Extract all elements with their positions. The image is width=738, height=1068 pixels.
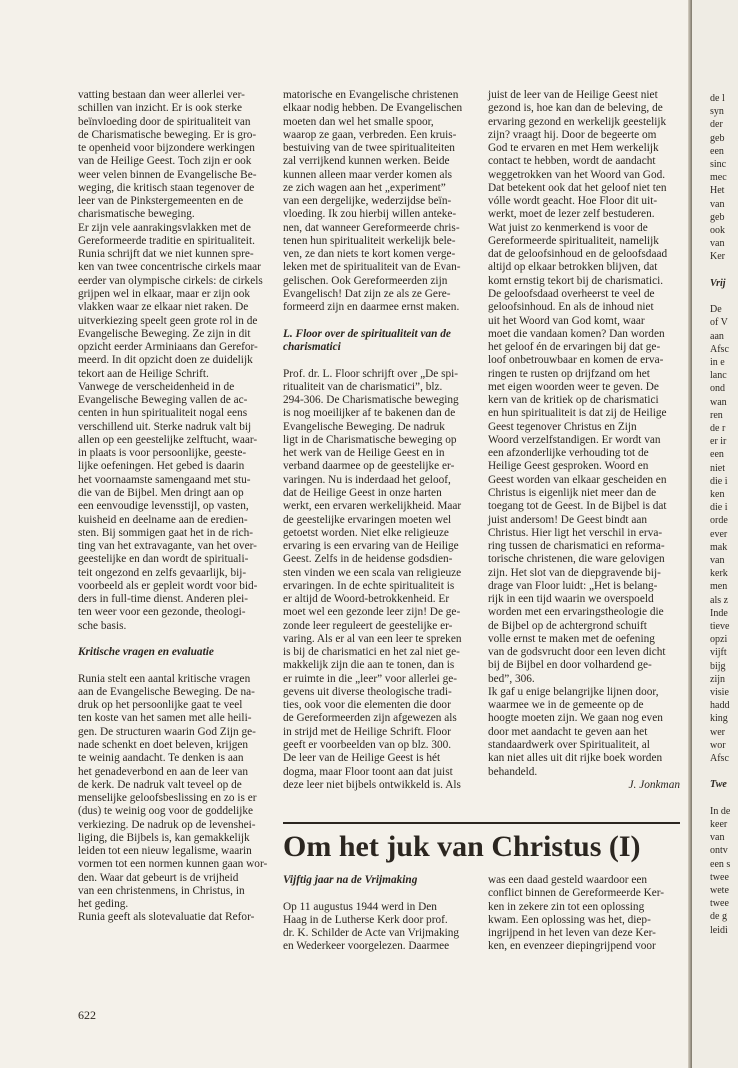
text-line: Heilige Geest gesproken. Woord en bbox=[488, 460, 649, 473]
text-line: sten. Bij sommigen gaat het in de rich- bbox=[78, 526, 254, 539]
text-line: loof onbetrouwbaar en komen de erva- bbox=[488, 354, 664, 367]
facing-page-text-fragment: wer bbox=[710, 726, 725, 738]
facing-page-text-fragment: van bbox=[710, 238, 725, 250]
text-line: sche basis. bbox=[78, 619, 127, 632]
facing-page-text-fragment: die i bbox=[710, 502, 728, 514]
facing-page-text-fragment: Afsc bbox=[710, 753, 729, 764]
article-subtitle: Vijftig jaar na de Vrijmaking bbox=[283, 874, 418, 886]
facing-page-text-fragment: Afsc bbox=[710, 343, 729, 355]
text-line: in plaats is voor persoonlijke, geeste- bbox=[78, 447, 247, 460]
text-line: rijk in een tijd waarin we overspoeld bbox=[488, 593, 654, 606]
facing-page-text-fragment: wete bbox=[710, 885, 729, 896]
text-line: geestelijke en dan wordt de spirituali- bbox=[78, 553, 249, 566]
facing-page-text-fragment: de l bbox=[710, 93, 725, 104]
text-line: Evangelische Beweging. De nadruk bbox=[283, 420, 445, 433]
text-line: van een dergelijke, wederzijdse beïn- bbox=[283, 195, 452, 208]
text-line: bij de Bijbel en door volhardend ge- bbox=[488, 659, 652, 672]
text-line: met eigen woorden weer te geven. De bbox=[488, 380, 659, 393]
text-line: getoetst worden. Niet elke religieuze bbox=[283, 526, 449, 539]
facing-page-text-fragment: een s bbox=[710, 858, 731, 870]
section-heading: L. Floor over de spiritualiteit van de bbox=[283, 327, 451, 340]
text-line: weggetrokken van het Woord van God. bbox=[488, 168, 666, 181]
text-line: 294-306. De Charismatische beweging bbox=[283, 394, 459, 407]
text-line: gelischen. Ook Gereformeerden zijn bbox=[283, 274, 448, 287]
text-line: lijke oefeningen. Het gebed is daarin bbox=[78, 460, 245, 473]
facing-page-text-fragment: De bbox=[710, 304, 722, 316]
facing-page-text-fragment: ontv bbox=[710, 845, 728, 857]
text-line: juist de leer van de Heilige Geest niet bbox=[488, 89, 658, 101]
text-line: nade schenkt en doet beleven, krijgen bbox=[78, 739, 249, 752]
paragraph-gap bbox=[283, 315, 473, 328]
text-line: charismatische beweging. bbox=[78, 208, 195, 221]
text-line: in strijd met de Heilige Schrift. Floor bbox=[283, 725, 451, 738]
text-line: Haag in de Lutherse Kerk door prof. bbox=[283, 913, 448, 926]
facing-page-text-fragment: vijft bbox=[710, 647, 727, 659]
text-line: uitverkiezing speelt geen grote rol in de bbox=[78, 314, 258, 327]
facing-page-text-fragment: kerk bbox=[710, 568, 728, 580]
facing-page-text-fragment: ook bbox=[710, 225, 725, 236]
text-line: is nog moeilijker af te bakenen dan de bbox=[283, 407, 456, 420]
text-line: een eenvoudige levensstijl, op vasten, bbox=[78, 500, 249, 513]
paragraph-gap bbox=[283, 354, 473, 367]
article-column-right bbox=[488, 874, 680, 954]
text-line: zal verrijkend kunnen werken. Beide bbox=[283, 155, 450, 168]
text-line: centen in hun spiritualiteit nogal eens bbox=[78, 407, 248, 420]
facing-page-text-fragment: ond bbox=[710, 383, 725, 395]
text-line: zijn. Het slot van de diepgravende bij- bbox=[488, 566, 661, 579]
text-line: uit het Woord van God komt, waar bbox=[488, 314, 645, 327]
text-line: contact te hebben, wordt de aandacht bbox=[488, 155, 656, 168]
facing-page-text-fragment: wan bbox=[710, 396, 727, 408]
text-line: dat de geloofsinhoud en de geloofsdaad bbox=[488, 248, 668, 261]
text-line: Evangelische Beweging vallen de ac- bbox=[78, 394, 248, 407]
text-line: ze zich wagen aan het „experiment” bbox=[283, 181, 446, 194]
facing-page-text-fragment: mak bbox=[710, 541, 728, 553]
facing-page-text-fragment: twee bbox=[710, 898, 729, 910]
facing-page-text-fragment: geb bbox=[710, 132, 725, 144]
text-line: werkt, moet de lezer zelf bestuderen. bbox=[488, 208, 655, 221]
text-line: er ruimte in die „leer” voor allerlei ge- bbox=[283, 672, 458, 685]
text-line: worden met een ervaringstheologie die bbox=[488, 606, 664, 619]
text-line: behandeld. bbox=[488, 765, 538, 778]
text-line: van de Heilige Geest. Toch zijn er ook bbox=[78, 155, 252, 168]
text-line: en hun spiritualiteit is dat zij de Heilige bbox=[488, 407, 667, 420]
text-line: druk op het persoonlijke gaat te veel bbox=[78, 699, 243, 712]
facing-page-text-fragment: visie bbox=[710, 687, 729, 698]
text-line: de Charismatische beweging. Er is gro- bbox=[78, 128, 257, 141]
text-line: het geding. bbox=[78, 898, 129, 911]
text-line: gezond is, hoe kan dan de beleving, de bbox=[488, 102, 663, 115]
text-line: Christus. Hier ligt het verschil in erva- bbox=[488, 526, 663, 539]
text-line: ringen te rusten op drijfzand om het bbox=[488, 367, 650, 380]
text-line: is bij de charismatici en het zal niet ge- bbox=[283, 646, 460, 659]
text-line: Geest. Zelfs in de heidense godsdien- bbox=[283, 553, 453, 566]
facing-page-text-fragment: van bbox=[710, 198, 725, 210]
facing-page-text-fragment: een bbox=[710, 449, 724, 461]
facing-page-text-fragment: twee bbox=[710, 871, 729, 883]
text-line: vormen tot een normen kunnen gaan wor- bbox=[78, 858, 268, 871]
column-left bbox=[78, 89, 268, 925]
text-line: ten koste van het samen met alle heili- bbox=[78, 712, 252, 725]
text-line: beïnvloeding door de spiritualiteit van bbox=[78, 115, 251, 128]
text-line: torische christenen, die ware gelovigen bbox=[488, 553, 665, 566]
facing-page-text-fragment: in e bbox=[710, 357, 725, 368]
text-line: vatting bestaan dan weer allerlei ver- bbox=[78, 89, 245, 101]
paragraph-gap bbox=[78, 659, 262, 672]
text-line: deze leer niet bijbels ontwikkeld is. Als bbox=[283, 778, 461, 791]
text-line: vólle wordt geacht. Hoe Floor dit uit- bbox=[488, 195, 658, 208]
text-line: matorische en Evangelische christenen bbox=[283, 89, 459, 101]
text-line: door met aandacht te geven aan het bbox=[488, 725, 648, 738]
facing-page-edge bbox=[692, 0, 738, 1068]
text-line: moet wel een gezonde leer zijn! De ge- bbox=[283, 606, 461, 619]
paragraph-gap bbox=[78, 633, 262, 646]
facing-page-text-fragment: niet bbox=[710, 462, 725, 474]
text-line: Woord verzelfstandigen. Er wordt van bbox=[488, 433, 661, 446]
text-line: Runia stelt een aantal kritische vragen bbox=[78, 672, 251, 685]
text-line: aan de Evangelische Beweging. De na- bbox=[78, 685, 255, 698]
text-line: van de godsvrucht door een leven dicht bbox=[488, 646, 666, 659]
text-line: Prof. dr. L. Floor schrijft over „De spi- bbox=[283, 367, 459, 380]
text-line: kwam. Een oplossing was het, diep- bbox=[488, 913, 651, 926]
facing-page-text-fragment: ever bbox=[710, 528, 728, 540]
text-line: de Gereformeerden zijn afgewezen als bbox=[283, 712, 457, 725]
article-title: Om het juk van Christus (I) bbox=[283, 830, 641, 863]
text-line: gen. De structuren waarin God Zijn ge- bbox=[78, 725, 256, 738]
facing-page-text-fragment: of V bbox=[710, 317, 728, 329]
text-line: Geest worden van elkaar gescheiden en bbox=[488, 473, 667, 486]
facing-page-text-fragment: als z bbox=[710, 594, 729, 606]
text-line: Geest tegenover Christus en Zijn bbox=[488, 420, 637, 433]
text-line: Vanwege de verscheidenheid in de bbox=[78, 380, 235, 393]
text-line: opzicht eerder Arminiaans dan Gerefor- bbox=[78, 341, 258, 354]
text-line: bestuiving van de twee spiritualiteiten bbox=[283, 142, 455, 155]
facing-page-text-fragment: geb bbox=[710, 211, 725, 223]
text-line: nen, dat wanneer Gereformeerde chris- bbox=[283, 221, 460, 234]
text-line: te openheid voor bijzondere werkingen bbox=[78, 142, 255, 155]
text-line: zijn? vraagt hij. Door de begeerte om bbox=[488, 128, 657, 141]
text-line: ring tussen de charismatici en reforma- bbox=[488, 540, 665, 553]
text-line: ting van het extravagante, van het over- bbox=[78, 540, 257, 553]
text-line: volle ernst te maken met de oefening bbox=[488, 632, 655, 645]
text-line: Gereformeerde spiritualiteit, namelijk bbox=[488, 234, 659, 247]
text-line: allen op een geestelijke zelftucht, waar- bbox=[78, 433, 258, 446]
facing-page-text-fragment: Ker bbox=[710, 251, 725, 263]
text-line: elkaar nodig hebben. De Evangelischen bbox=[283, 102, 463, 115]
text-line: varing. Als er al van een leer te spreken bbox=[283, 632, 462, 645]
facing-page-text-fragment: syn bbox=[710, 106, 724, 118]
text-line: moeten dan wel het smalle spoor, bbox=[283, 115, 434, 128]
text-line: juist andersom! De Geest bindt aan bbox=[488, 513, 648, 526]
text-line: den. Waar dat gebeurt is de vrijheid bbox=[78, 871, 239, 884]
text-line: toegang tot de Geest. In de Bijbel is dat bbox=[488, 500, 667, 513]
facing-page-text-fragment: ren bbox=[710, 409, 723, 421]
text-line: verband daarmee op de geestelijke er- bbox=[283, 460, 455, 473]
text-line: leer van de Pinkstergemeenten en de bbox=[78, 195, 244, 208]
text-line: liging, die Bijbels is, kan gemakkelijk bbox=[78, 831, 250, 844]
facing-page-text-fragment: die i bbox=[710, 475, 728, 487]
text-line: varingen. Nu is inderdaad het geloof, bbox=[283, 473, 451, 486]
text-line: schillen van inzicht. Er is ook sterke bbox=[78, 102, 243, 115]
text-line: Runia geeft als slotevaluatie dat Refor- bbox=[78, 911, 255, 924]
text-line: die van de Bijbel. Men dringt aan op bbox=[78, 486, 244, 499]
facing-page-text-fragment: Inde bbox=[710, 607, 728, 619]
text-line: kern van de kritiek op de charismatici bbox=[488, 394, 659, 407]
facing-page-text-fragment: der bbox=[710, 119, 723, 131]
facing-page-text-fragment: van bbox=[710, 832, 725, 844]
text-line: ingrijpend in het leven van deze Ker- bbox=[488, 927, 656, 940]
text-line: gevens uit diverse theologische tradi- bbox=[283, 685, 452, 698]
text-line: de kerk. De nadruk valt teveel op de bbox=[78, 778, 242, 791]
facing-page-text-fragment: zijn bbox=[710, 673, 725, 685]
article-divider-rule bbox=[283, 822, 680, 824]
facing-page-text-fragment: Het bbox=[710, 185, 725, 197]
facing-page-text-fragment: In de bbox=[710, 805, 731, 817]
text-line: van een christenmens, in Christus, in bbox=[78, 884, 245, 897]
text-line: het genadeverbond en aan de leer van bbox=[78, 765, 248, 778]
facing-page-text-fragment: men bbox=[710, 581, 728, 593]
text-line: altijd op elkaar betrokken blijven, dat bbox=[488, 261, 658, 274]
author-signature: J. Jonkman bbox=[628, 778, 680, 791]
text-line: een afzonderlijke verhouding tot de bbox=[488, 447, 649, 460]
text-line: de geestelijke ervaringen moeten wel bbox=[283, 513, 452, 526]
text-line: menselijke geloofsbeslissing en zo is er bbox=[78, 792, 257, 805]
facing-page-text-fragment: orde bbox=[710, 515, 728, 527]
text-line: weer velen binnen de Evangelische Be- bbox=[78, 168, 257, 181]
text-line: Gereformeerde traditie en spiritualiteit. bbox=[78, 234, 255, 247]
text-line: kunnen alleen maar verder komen als bbox=[283, 168, 453, 181]
text-line: en Wederkeer voorgelezen. Daarmee bbox=[283, 940, 450, 953]
facing-page-text-fragment: tieve bbox=[710, 621, 730, 632]
facing-page-text-fragment: een bbox=[710, 145, 724, 157]
text-line: meerd. In dit opzicht doen ze duidelijk bbox=[78, 354, 253, 367]
section-heading: Kritische vragen en evaluatie bbox=[78, 646, 214, 659]
text-line: het voornaamste samengaand met stu- bbox=[78, 473, 251, 486]
text-line: ties, ook voor die elementen die door bbox=[283, 699, 451, 712]
text-line: kuisheid en deelname aan de eredien- bbox=[78, 513, 248, 526]
facing-page-text-fragment: king bbox=[710, 713, 728, 725]
text-line: Christus is eigenlijk niet meer dan de bbox=[488, 486, 657, 499]
text-line: ken, en evenzeer diepingrijpend voor bbox=[488, 940, 656, 953]
text-line: kan niet alles uit dit rijke boek worden bbox=[488, 752, 663, 765]
text-line: Er zijn vele aanrakingsvlakken met de bbox=[78, 221, 251, 234]
facing-page-text-fragment: sinc bbox=[710, 159, 727, 170]
text-line: ders in full-time dienst. Anderen plei- bbox=[78, 593, 249, 606]
text-line: verkiezing. De nadruk op de levenshei- bbox=[78, 818, 256, 831]
text-line: was een daad gesteld waardoor een bbox=[488, 874, 648, 886]
text-line: weging, die kritisch staan tegenover de bbox=[78, 181, 255, 194]
text-line: ervaring gezond en werkelijk geestelijk bbox=[488, 115, 667, 128]
text-line: ligt in de Charismatische beweging op bbox=[283, 433, 457, 446]
facing-page-heading-fragment: Vrij bbox=[710, 277, 726, 289]
text-line: te weinig aandacht. Te denken is aan bbox=[78, 752, 244, 765]
text-line: er altijd de Woord-betrokkenheid. Er bbox=[283, 593, 450, 606]
text-line: ven, ze dan niets te kort komen verge- bbox=[283, 248, 456, 261]
text-line: ervaring is een ervaring van de Heilige bbox=[283, 540, 459, 553]
text-line: zonde leer reguleert de geestelijke er- bbox=[283, 619, 453, 632]
text-line: (dus) te weinig oog voor de goddelijke bbox=[78, 805, 254, 818]
text-line: ten weer voor een gezonde, theologi- bbox=[78, 606, 246, 619]
facing-page-heading-fragment: Twe bbox=[710, 779, 727, 791]
facing-page-text-fragment: van bbox=[710, 555, 725, 566]
text-line: voorbeeld als er gepleit wordt voor bid- bbox=[78, 579, 258, 592]
text-line: dat de Heilige Geest in onze harten bbox=[283, 486, 442, 499]
text-line: Ik gaf u enige belangrijke lijnen door, bbox=[488, 685, 659, 698]
text-line: Runia schrijft dat we niet kunnen spre- bbox=[78, 248, 254, 261]
column-right bbox=[488, 89, 680, 792]
text-line: Evangelisch! Dat zijn ze als ze Gere- bbox=[283, 287, 451, 300]
section-heading: charismatici bbox=[283, 341, 341, 354]
column-middle bbox=[283, 89, 473, 792]
text-line: vloeding. Ik zou hierbij willen anteke- bbox=[283, 208, 457, 221]
paragraph-gap bbox=[283, 887, 473, 900]
text-line: vlakken waar ze elkaar niet raken. De bbox=[78, 301, 249, 314]
text-line: God te ervaren en met Hem werkelijk bbox=[488, 142, 659, 155]
text-line: bed”, 306. bbox=[488, 672, 535, 685]
text-line: waarop ze gaan, verbreden. Een kruis- bbox=[283, 128, 457, 141]
text-line: geloofsinhoud. En als de inhoud niet bbox=[488, 301, 654, 314]
text-line: Dat betekent ook dat het geloof niet ten bbox=[488, 181, 667, 194]
text-line: makkelijk zijn die aan te tonen, dan is bbox=[283, 659, 455, 672]
facing-page-text-fragment: bijg bbox=[710, 660, 726, 672]
text-line: hoogte moeten zijn. We gaan nog even bbox=[488, 712, 663, 725]
facing-page-text-fragment: leidi bbox=[710, 924, 728, 936]
facing-page-text-fragment: opzi bbox=[710, 634, 728, 646]
article-column-left bbox=[283, 874, 473, 954]
text-line: teit ongezond en zelfs gevaarlijk, bij- bbox=[78, 566, 247, 579]
text-line: ken in zekere zin tot een oplossing bbox=[488, 900, 645, 913]
text-line: drage van Floor luidt: „Het is belang- bbox=[488, 579, 658, 592]
facing-page-text-fragment: mec bbox=[710, 172, 727, 184]
text-line: sten vinden we een scala van religieuze bbox=[283, 566, 462, 579]
facing-page-text-fragment: wor bbox=[710, 739, 726, 751]
text-line: tekort aan de Heilige Schrift. bbox=[78, 367, 209, 380]
text-line: De leer van de Heilige Geest is hét bbox=[283, 752, 441, 765]
text-line: het geloof én de ervaringen bij dat ge- bbox=[488, 341, 661, 354]
text-line: leiden tot een nieuw legalisme, waarin bbox=[78, 845, 252, 858]
text-line: moet die vandaan komen? Dan worden bbox=[488, 327, 665, 340]
text-line: ritualiteit van de charismatici”, blz. bbox=[283, 380, 443, 393]
text-line: grijpen wel in elkaar, maar er zijn ook bbox=[78, 287, 251, 300]
text-line: conflict binnen de Gereformeerde Ker- bbox=[488, 887, 665, 900]
text-line: eerder van olympische cirkels: de cirkels bbox=[78, 274, 263, 287]
facing-page-text-fragment: hadd bbox=[710, 700, 730, 712]
text-line: waarmee we in de gemeente op de bbox=[488, 699, 644, 712]
text-line: dr. K. Schilder de Acte van Vrijmaking bbox=[283, 927, 460, 940]
text-line: komt ernstig tekort bij de charismatici. bbox=[488, 274, 664, 287]
page-number: 622 bbox=[78, 1008, 96, 1022]
text-line: standaardwerk over Spiritualiteit, al bbox=[488, 739, 650, 752]
text-line: ken van twee concentrische cirkels maar bbox=[78, 261, 261, 274]
facing-page-text-fragment: de g bbox=[710, 911, 727, 923]
text-line: ervaringen. In de echte spiritualiteit is bbox=[283, 579, 455, 592]
text-line: tenen hun spiritualiteit werkelijk bele- bbox=[283, 234, 456, 247]
text-line: Evangelische Beweging. Ze zijn in dit bbox=[78, 327, 251, 340]
facing-page-text-fragment: ken bbox=[710, 489, 725, 500]
text-line: De geloofsdaad overheerst te veel de bbox=[488, 287, 655, 300]
text-line: de Bijbel op de achtergrond schuift bbox=[488, 619, 647, 632]
text-line: Op 11 augustus 1944 werd in Den bbox=[283, 900, 437, 913]
text-line: werkt, een ervaren werkelijkheid. Maar bbox=[283, 500, 462, 513]
text-line: geeft er voorbeelden van op blz. 300. bbox=[283, 739, 452, 752]
facing-page-text-fragment: er ir bbox=[710, 436, 727, 448]
facing-page-text-fragment: de r bbox=[710, 423, 726, 434]
facing-page-text-fragment: aan bbox=[710, 330, 724, 342]
text-line: leken met de spiritualiteit van de Evan- bbox=[283, 261, 461, 274]
text-line: dogma, maar Floor toont aan dat juist bbox=[283, 765, 453, 778]
facing-page-text-fragment: lanc bbox=[710, 370, 727, 382]
text-line: formeerd zijn en daarmee ernst maken. bbox=[283, 301, 460, 314]
text-line: verschillend uit. Sterke nadruk valt bij bbox=[78, 420, 252, 433]
facing-page-text-fragment: keer bbox=[710, 819, 728, 830]
text-line: het werk van de Heilige Geest en in bbox=[283, 447, 445, 460]
text-line: Wat juist zo kenmerkend is voor de bbox=[488, 221, 648, 234]
